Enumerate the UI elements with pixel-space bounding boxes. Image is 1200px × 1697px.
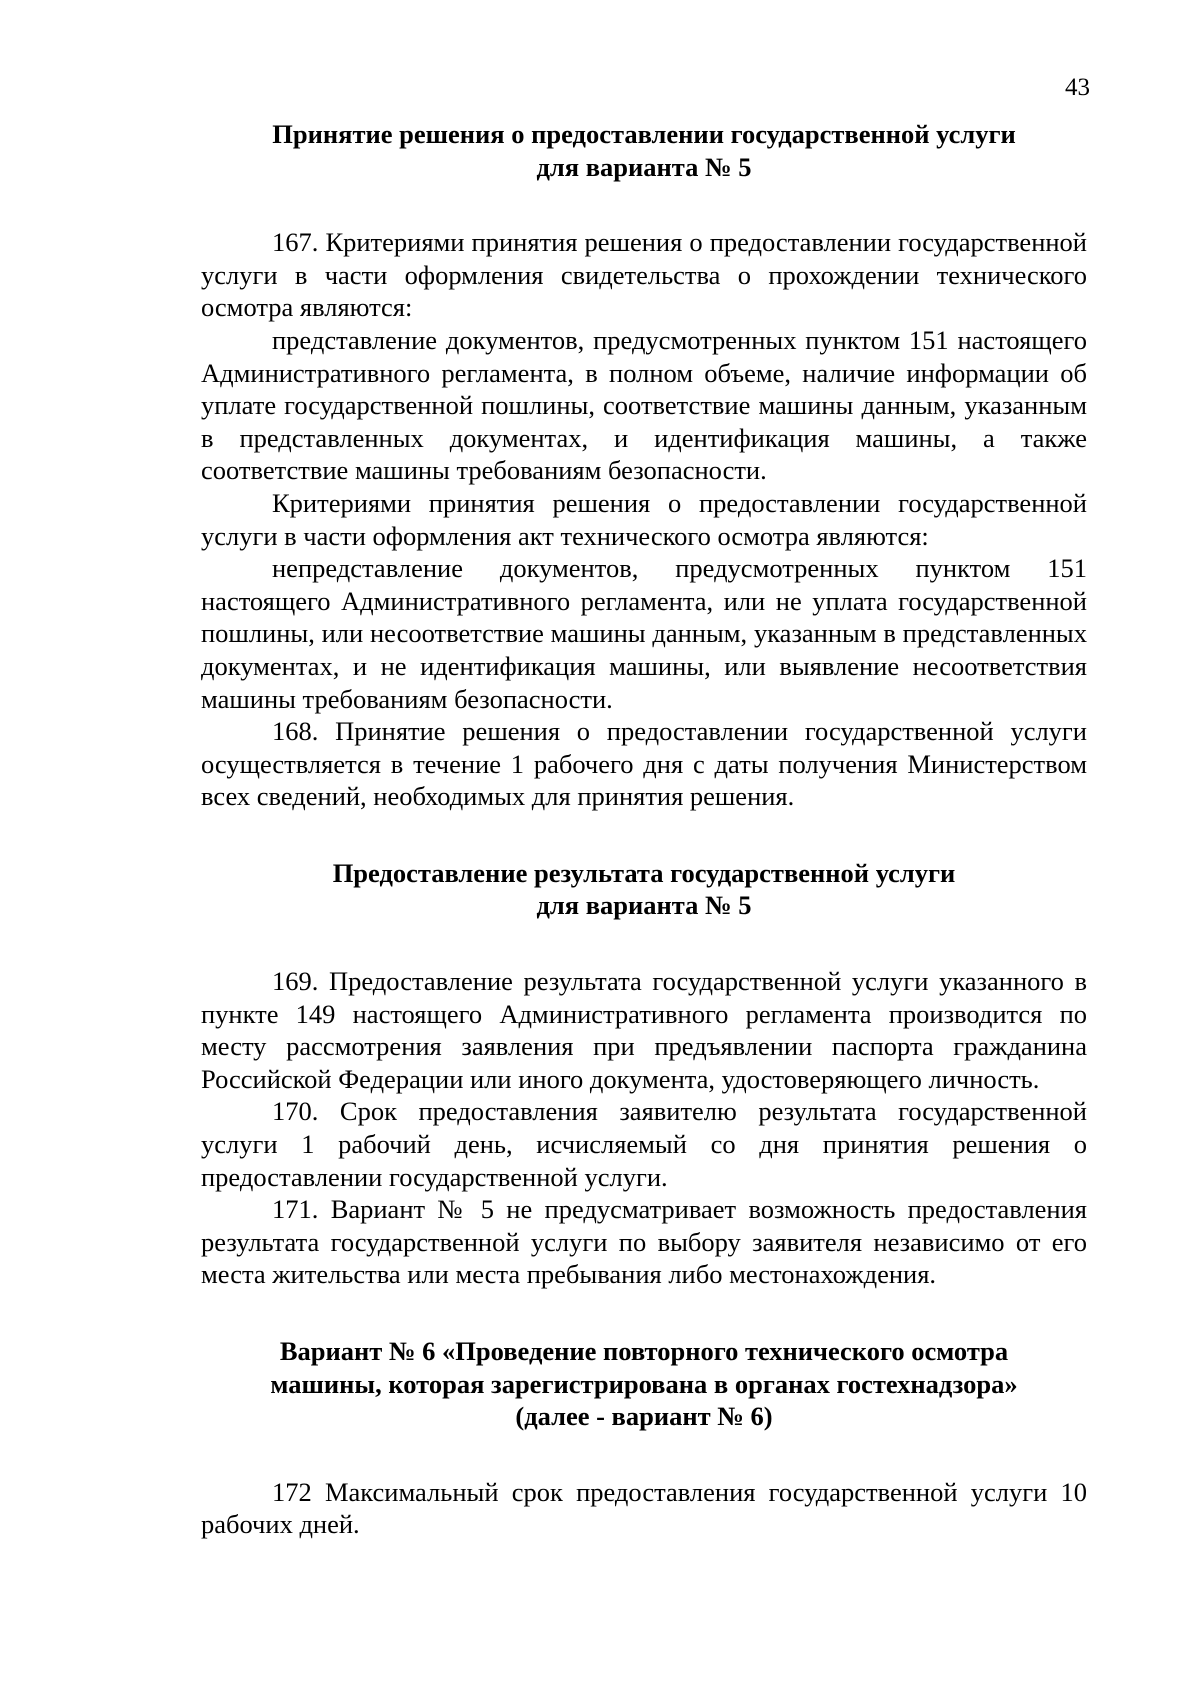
paragraph-168: 168. Принятие решения о предоставлении государственной услуги осуществляется в течение 1 рабочего дня с даты получения Министерством всех сведений, необходимых для принятия решения.: [201, 716, 1087, 812]
page-number: 43: [1065, 74, 1090, 101]
paragraph-171: 171. Вариант № 5 не предусматривает возможность предоставления результата государственной услуги по выбору заявителя независимо от его места жительства или места пребывания либо местонахождения.: [201, 1194, 1087, 1290]
paragraph-criteria-act: Критериями принятия решения о предоставлении государственной услуги в части оформления акт технического осмотра являются:: [201, 487, 1087, 551]
section-heading-decision: [201, 118, 1087, 183]
paragraph-criteria-positive: представление документов, предусмотренных пунктом 151 настоящего Административного регламента, в полном объеме, наличие информации об уплате государственной пошлины, соответствие машины данным, указанным в представленных документах, и идентификация машины, а также соответствие машины требованиям безопасности.: [201, 324, 1087, 486]
heading-line: (далее - вариант № 6): [515, 1401, 773, 1432]
heading-line: Принятие решения о предоставлении государственной услуги: [272, 119, 1016, 149]
paragraph-criteria-negative: непредставление документов, предусмотренных пунктом 151 настоящего Административного регламента, или не уплата государственной пошлины, или несоответствие машины данным, указанным в представленных документах, и не идентификация машины, или выявление несоответствия машины требованиям безопасности.: [201, 553, 1087, 714]
section-heading-variant-6: [201, 1335, 1087, 1433]
paragraph-170: 170. Срок предоставления заявителю результата государственной услуги 1 рабочий день, исчисляемый со дня принятия решения о предоставлении государственной услуги.: [201, 1096, 1087, 1192]
paragraph-169: 169. Предоставление результата государственной услуги указанного в пункте 149 настоящего Административного регламента производится по месту рассмотрения заявления при предъявлении паспорта гражданина Российской Федерации или иного документа, удостоверяющего личность.: [201, 966, 1087, 1094]
heading-line: Предоставление результата государственной услуги: [332, 857, 956, 888]
heading-line: машины, которая зарегистрирована в органах гостехнадзора»: [270, 1368, 1018, 1399]
heading-line: для варианта № 5: [536, 151, 752, 182]
paragraph-172: 172 Максимальный срок предоставления государственной услуги 10 рабочих дней.: [201, 1476, 1087, 1540]
heading-line: для варианта № 5: [536, 890, 752, 921]
section-heading-result: [201, 857, 1087, 922]
document-body: [201, 118, 1087, 1541]
paragraph-167: 167. Критериями принятия решения о предоставлении государственной услуги в части оформления свидетельства о прохождении технического осмотра являются:: [201, 227, 1087, 323]
heading-line: Вариант № 6 «Проведение повторного технического осмотра: [279, 1336, 1009, 1366]
